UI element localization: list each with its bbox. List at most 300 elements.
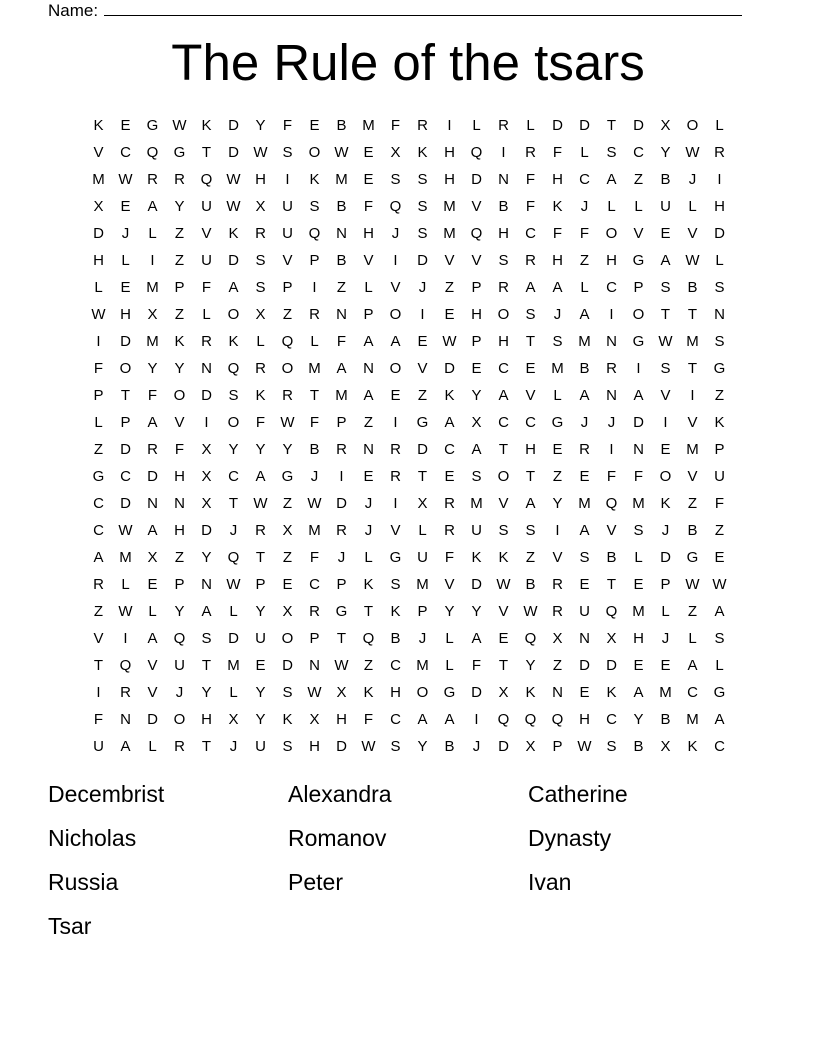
grid-letter: A	[687, 657, 698, 674]
grid-letter: X	[498, 684, 509, 701]
grid-letter: B	[579, 360, 590, 377]
grid-letter: R	[552, 576, 563, 593]
grid-letter: C	[93, 495, 104, 512]
grid-letter: X	[471, 414, 482, 431]
grid-letter: K	[552, 198, 563, 215]
grid-letter: E	[525, 360, 536, 377]
grid-letter: N	[714, 306, 725, 323]
grid-row	[85, 301, 733, 328]
grid-letter: V	[498, 495, 509, 512]
grid-letter: V	[93, 144, 104, 161]
grid-letter: F	[201, 279, 212, 296]
grid-letter: M	[578, 333, 591, 350]
grid-letter: T	[687, 306, 698, 323]
grid-row	[85, 679, 733, 706]
grid-letter: S	[417, 225, 428, 242]
grid-row	[85, 193, 733, 220]
grid-letter: P	[174, 576, 185, 593]
grid-letter: Z	[174, 252, 185, 269]
grid-letter: V	[687, 225, 698, 242]
grid-letter: A	[633, 387, 644, 404]
grid-letter: Y	[174, 603, 185, 620]
grid-letter: G	[416, 414, 429, 431]
grid-letter: J	[121, 225, 130, 242]
grid-letter: M	[551, 360, 564, 377]
grid-letter: S	[606, 144, 617, 161]
grid-letter: H	[363, 225, 374, 242]
grid-letter: B	[444, 738, 455, 755]
grid-letter: D	[552, 117, 563, 134]
grid-letter: V	[363, 252, 374, 269]
grid-row	[85, 598, 733, 625]
grid-letter: S	[255, 279, 266, 296]
grid-row	[85, 517, 733, 544]
grid-letter: M	[578, 495, 591, 512]
grid-letter: A	[525, 495, 536, 512]
grid-letter: L	[202, 306, 211, 323]
grid-letter: D	[228, 630, 239, 647]
grid-letter: Z	[174, 306, 185, 323]
grid-letter: E	[282, 576, 293, 593]
grid-letter: M	[335, 171, 348, 188]
grid-letter: R	[390, 468, 401, 485]
grid-letter: D	[471, 171, 482, 188]
grid-letter: J	[580, 414, 589, 431]
grid-letter: I	[609, 306, 614, 323]
grid-letter: V	[471, 252, 482, 269]
grid-letter: S	[579, 549, 590, 566]
word-list-item: Nicholas	[48, 825, 137, 851]
grid-letter: E	[579, 468, 590, 485]
grid-letter: D	[147, 468, 158, 485]
grid-letter: W	[577, 738, 592, 755]
grid-letter: I	[96, 333, 101, 350]
grid-letter: Q	[227, 360, 240, 377]
grid-letter: O	[389, 360, 402, 377]
grid-letter: I	[150, 252, 155, 269]
grid-letter: F	[606, 468, 617, 485]
grid-letter: K	[606, 684, 617, 701]
grid-letter: N	[147, 495, 158, 512]
grid-letter: R	[147, 441, 158, 458]
grid-letter: T	[525, 333, 536, 350]
grid-letter: Q	[146, 144, 159, 161]
grid-letter: U	[660, 198, 671, 215]
grid-letter: S	[633, 522, 644, 539]
grid-letter: O	[227, 414, 240, 431]
grid-letter: L	[688, 198, 697, 215]
grid-letter: L	[634, 198, 643, 215]
grid-letter: H	[444, 171, 455, 188]
grid-letter: B	[687, 522, 698, 539]
grid-letter: T	[93, 657, 104, 674]
grid-letter: H	[714, 198, 725, 215]
grid-letter: D	[336, 495, 347, 512]
grid-letter: B	[336, 252, 347, 269]
grid-letter: H	[633, 630, 644, 647]
grid-letter: B	[390, 630, 401, 647]
grid-letter: U	[201, 252, 212, 269]
grid-letter: R	[714, 144, 725, 161]
grid-letter: I	[474, 711, 479, 728]
grid-row	[85, 139, 733, 166]
grid-letter: L	[229, 684, 238, 701]
grid-row	[85, 382, 733, 409]
grid-letter: G	[686, 549, 699, 566]
grid-letter: E	[579, 576, 590, 593]
grid-letter: S	[282, 738, 293, 755]
grid-letter: F	[309, 414, 320, 431]
grid-letter: Z	[633, 171, 644, 188]
grid-letter: B	[660, 171, 671, 188]
grid-letter: T	[255, 549, 266, 566]
word-list-item: Russia	[48, 869, 119, 895]
grid-letter: T	[201, 738, 212, 755]
grid-letter: J	[688, 171, 697, 188]
grid-letter: R	[417, 117, 428, 134]
grid-letter: U	[714, 468, 725, 485]
grid-letter: O	[497, 306, 510, 323]
grid-letter: K	[525, 684, 536, 701]
grid-letter: A	[201, 603, 212, 620]
grid-letter: X	[336, 684, 347, 701]
grid-letter: Z	[552, 657, 563, 674]
grid-letter: T	[660, 306, 671, 323]
grid-row	[85, 706, 733, 733]
grid-letter: C	[525, 414, 536, 431]
grid-letter: S	[390, 738, 401, 755]
grid-letter: Q	[119, 657, 132, 674]
word-list-item: Ivan	[528, 869, 572, 895]
grid-letter: C	[633, 144, 644, 161]
grid-letter: W	[442, 333, 457, 350]
grid-letter: U	[255, 738, 266, 755]
grid-letter: R	[255, 522, 266, 539]
grid-letter: G	[713, 360, 726, 377]
grid-letter: D	[120, 333, 131, 350]
grid-letter: D	[147, 711, 158, 728]
grid-letter: D	[471, 684, 482, 701]
grid-letter: Q	[281, 333, 294, 350]
grid-letter: V	[471, 198, 482, 215]
grid-letter: R	[498, 279, 509, 296]
word-list-item: Dynasty	[528, 825, 612, 851]
grid-letter: P	[471, 333, 482, 350]
grid-letter: X	[606, 630, 617, 647]
grid-letter: M	[362, 117, 375, 134]
grid-letter: J	[418, 630, 427, 647]
grid-letter: A	[93, 549, 104, 566]
grid-letter: E	[660, 657, 671, 674]
grid-letter: D	[498, 738, 509, 755]
grid-letter: C	[606, 279, 617, 296]
grid-letter: D	[228, 252, 239, 269]
grid-letter: G	[335, 603, 348, 620]
grid-letter: H	[336, 711, 347, 728]
grid-letter: M	[92, 171, 105, 188]
grid-letter: L	[121, 252, 130, 269]
grid-letter: Z	[363, 414, 374, 431]
grid-letter: E	[363, 171, 374, 188]
grid-row	[85, 652, 733, 679]
grid-letter: V	[282, 252, 293, 269]
grid-letter: J	[337, 549, 346, 566]
grid-letter: V	[552, 549, 563, 566]
grid-letter: Q	[551, 711, 564, 728]
grid-row	[85, 490, 733, 517]
grid-letter: R	[120, 684, 131, 701]
grid-letter: E	[255, 657, 266, 674]
grid-letter: E	[471, 360, 482, 377]
grid-letter: S	[714, 630, 725, 647]
grid-letter: R	[174, 738, 185, 755]
grid-letter: X	[228, 711, 239, 728]
grid-letter: N	[363, 360, 374, 377]
grid-letter: D	[633, 117, 644, 134]
grid-letter: W	[253, 495, 268, 512]
grid-letter: B	[525, 576, 536, 593]
grid-letter: I	[393, 414, 398, 431]
grid-letter: M	[470, 495, 483, 512]
grid-row	[85, 166, 733, 193]
grid-letter: L	[445, 657, 454, 674]
grid-letter: T	[228, 495, 239, 512]
grid-letter: V	[498, 603, 509, 620]
grid-row	[85, 544, 733, 571]
grid-letter: P	[363, 306, 374, 323]
grid-row	[85, 112, 733, 139]
grid-letter: A	[444, 711, 455, 728]
grid-letter: Q	[362, 630, 375, 647]
grid-letter: C	[525, 225, 536, 242]
grid-letter: G	[92, 468, 105, 485]
word-list	[48, 781, 768, 939]
grid-letter: L	[661, 603, 670, 620]
grid-letter: R	[390, 441, 401, 458]
grid-letter: N	[552, 684, 563, 701]
grid-letter: P	[174, 279, 185, 296]
grid-letter: H	[120, 306, 131, 323]
grid-letter: G	[713, 684, 726, 701]
grid-letter: R	[255, 225, 266, 242]
grid-letter: D	[201, 387, 212, 404]
grid-letter: H	[390, 684, 401, 701]
grid-letter: W	[226, 171, 241, 188]
grid-letter: O	[281, 360, 294, 377]
grid-letter: Z	[174, 549, 185, 566]
grid-letter: V	[93, 630, 104, 647]
grid-letter: G	[551, 414, 564, 431]
grid-letter: E	[363, 144, 374, 161]
grid-letter: L	[715, 657, 724, 674]
grid-letter: Z	[336, 279, 347, 296]
grid-letter: V	[174, 414, 185, 431]
grid-row	[85, 625, 733, 652]
grid-letter: J	[580, 198, 589, 215]
grid-letter: O	[281, 630, 294, 647]
grid-letter: R	[93, 576, 104, 593]
grid-letter: I	[663, 414, 668, 431]
grid-row	[85, 733, 733, 760]
grid-letter: B	[633, 738, 644, 755]
grid-letter: Q	[470, 144, 483, 161]
word-list-item: Decembrist	[48, 781, 165, 807]
grid-letter: A	[363, 387, 374, 404]
grid-letter: P	[93, 387, 104, 404]
grid-letter: F	[147, 387, 158, 404]
grid-letter: V	[417, 360, 428, 377]
grid-letter: W	[334, 144, 349, 161]
grid-letter: D	[579, 117, 590, 134]
grid-letter: N	[309, 657, 320, 674]
grid-letter: L	[418, 522, 427, 539]
grid-letter: V	[687, 468, 698, 485]
grid-letter: F	[174, 441, 185, 458]
grid-letter: M	[443, 225, 456, 242]
grid-letter: B	[687, 279, 698, 296]
grid-letter: W	[658, 333, 673, 350]
grid-letter: L	[580, 279, 589, 296]
grid-letter: H	[552, 171, 563, 188]
grid-letter: G	[632, 252, 645, 269]
grid-letter: E	[363, 468, 374, 485]
grid-letter: Q	[524, 630, 537, 647]
grid-letter: A	[714, 603, 725, 620]
grid-letter: M	[686, 441, 699, 458]
grid-letter: T	[525, 468, 536, 485]
grid-letter: L	[229, 603, 238, 620]
grid-letter: T	[606, 576, 617, 593]
grid-letter: G	[443, 684, 456, 701]
grid-letter: L	[94, 279, 103, 296]
grid-letter: W	[334, 657, 349, 674]
grid-letter: A	[255, 468, 266, 485]
grid-letter: K	[687, 738, 698, 755]
grid-letter: L	[148, 225, 157, 242]
grid-letter: Y	[417, 738, 428, 755]
grid-letter: M	[686, 333, 699, 350]
grid-letter: T	[336, 630, 347, 647]
grid-letter: G	[389, 549, 402, 566]
grid-letter: Z	[93, 441, 104, 458]
grid-letter: T	[417, 468, 428, 485]
grid-letter: N	[606, 387, 617, 404]
word-list-item: Tsar	[48, 913, 92, 939]
grid-letter: Z	[579, 252, 590, 269]
grid-letter: J	[472, 738, 481, 755]
grid-letter: M	[632, 603, 645, 620]
grid-letter: H	[255, 171, 266, 188]
grid-letter: X	[660, 738, 671, 755]
grid-letter: E	[120, 279, 131, 296]
grid-letter: M	[308, 360, 321, 377]
grid-letter: A	[147, 630, 158, 647]
word-search-grid	[85, 112, 733, 760]
grid-letter: C	[390, 657, 401, 674]
word-list-item: Catherine	[528, 781, 628, 807]
grid-letter: J	[607, 414, 616, 431]
grid-letter: S	[282, 144, 293, 161]
grid-letter: K	[417, 144, 428, 161]
grid-letter: R	[579, 441, 590, 458]
grid-letter: P	[282, 279, 293, 296]
grid-letter: W	[172, 117, 187, 134]
grid-letter: S	[417, 171, 428, 188]
grid-letter: Y	[525, 657, 536, 674]
grid-letter: S	[201, 630, 212, 647]
grid-letter: X	[660, 117, 671, 134]
grid-letter: F	[363, 711, 374, 728]
grid-letter: V	[687, 414, 698, 431]
grid-letter: O	[119, 360, 132, 377]
word-list-item: Peter	[288, 869, 343, 895]
grid-letter: I	[123, 630, 128, 647]
grid-letter: Q	[200, 171, 213, 188]
grid-letter: J	[229, 738, 238, 755]
grid-letter: H	[174, 468, 185, 485]
grid-letter: M	[335, 387, 348, 404]
grid-letter: H	[309, 738, 320, 755]
grid-letter: W	[118, 603, 133, 620]
grid-letter: L	[472, 117, 481, 134]
grid-letter: O	[227, 306, 240, 323]
grid-letter: E	[444, 306, 455, 323]
grid-letter: F	[336, 333, 347, 350]
grid-letter: N	[579, 630, 590, 647]
grid-letter: H	[606, 252, 617, 269]
grid-letter: V	[633, 225, 644, 242]
grid-letter: F	[93, 711, 104, 728]
grid-letter: Y	[633, 711, 644, 728]
grid-letter: O	[632, 306, 645, 323]
grid-letter: C	[714, 738, 725, 755]
grid-letter: F	[579, 225, 590, 242]
grid-letter: L	[148, 738, 157, 755]
grid-letter: W	[685, 252, 700, 269]
grid-letter: E	[660, 441, 671, 458]
grid-letter: Y	[471, 387, 482, 404]
grid-letter: B	[309, 441, 320, 458]
word-list-item: Alexandra	[288, 781, 392, 807]
grid-letter: S	[552, 333, 563, 350]
grid-letter: A	[147, 198, 158, 215]
grid-letter: I	[501, 144, 506, 161]
grid-letter: E	[579, 684, 590, 701]
grid-letter: I	[555, 522, 560, 539]
grid-letter: T	[687, 360, 698, 377]
grid-letter: W	[118, 522, 133, 539]
grid-letter: E	[633, 576, 644, 593]
grid-letter: Z	[282, 306, 293, 323]
grid-letter: D	[417, 441, 428, 458]
grid-letter: Q	[497, 711, 510, 728]
grid-letter: E	[552, 441, 563, 458]
grid-letter: L	[364, 279, 373, 296]
grid-letter: W	[685, 576, 700, 593]
grid-letter: H	[444, 144, 455, 161]
grid-letter: C	[93, 522, 104, 539]
grid-letter: R	[552, 603, 563, 620]
grid-letter: L	[256, 333, 265, 350]
grid-letter: U	[255, 630, 266, 647]
grid-letter: G	[146, 117, 159, 134]
grid-letter: U	[174, 657, 185, 674]
grid-letter: B	[498, 198, 509, 215]
grid-letter: P	[336, 414, 347, 431]
grid-letter: L	[148, 603, 157, 620]
grid-letter: F	[390, 117, 401, 134]
grid-letter: Q	[389, 198, 402, 215]
